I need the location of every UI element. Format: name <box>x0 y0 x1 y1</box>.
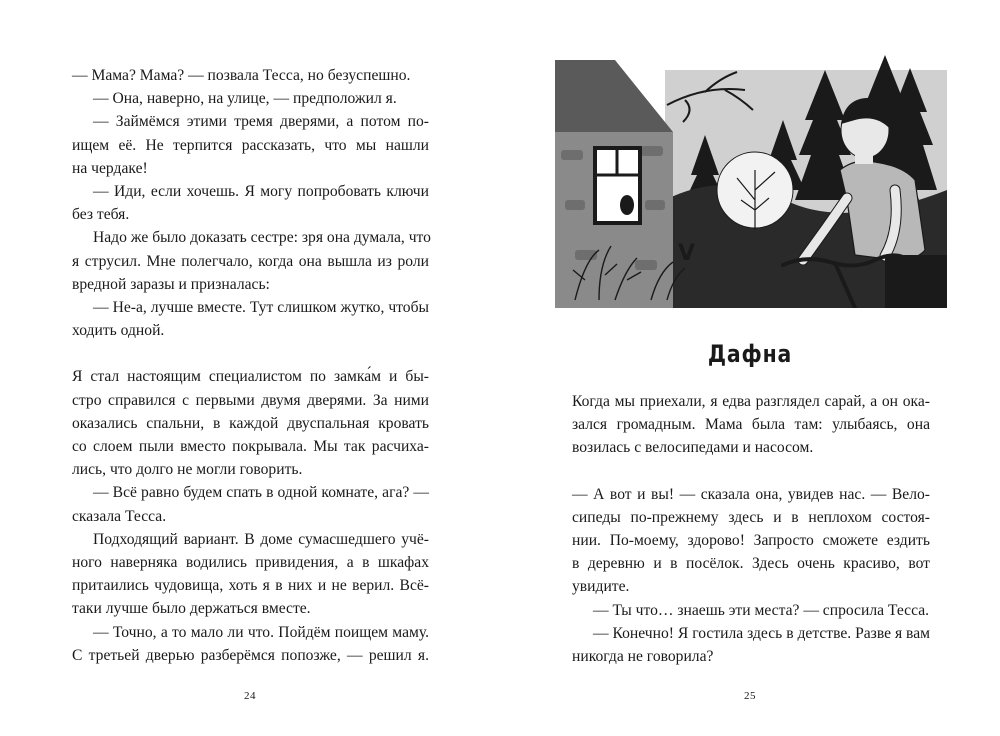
text-line: — Точно, а то мало ли что. Пойдём поищем маму. <box>93 623 429 641</box>
text-line: — Конечно! Я гостила здесь в детстве. Разве я вам <box>593 624 930 642</box>
text-line: увидите. <box>572 578 630 596</box>
text-line: ного наверняка водились привидения, а в шкафах <box>72 554 429 572</box>
text-line: на чердаке! <box>72 159 148 177</box>
boy-with-bicycle-illustration <box>555 50 947 308</box>
page-number: 24 <box>244 690 256 702</box>
text-line: зался громадным. Мама была там: улыбаясь, она <box>572 416 930 434</box>
text-line: Подходящий вариант. В доме сумасшедшего учё- <box>93 530 429 548</box>
text-line: вредной заразы и призналась: <box>72 275 270 293</box>
text-line: — Займёмся этими тремя дверями, а потом по- <box>93 113 429 131</box>
text-line: без тебя. <box>72 206 130 224</box>
text-line: Когда мы приехали, я едва разглядел сарай, а он ока- <box>572 393 930 410</box>
right-page-text <box>572 390 930 668</box>
text-line: Надо же было доказать сестре: зря она думала, что <box>93 229 431 247</box>
text-line: — Всё равно будем спать в одной комнате, ага? — <box>93 484 429 502</box>
text-line: в деревню и в посёлок. Здесь очень красиво, вот <box>572 555 930 573</box>
text-line: Я стал настоящим специалистом по замка́м и бы- <box>72 368 429 386</box>
text-line: сказала Тесса. <box>72 507 167 525</box>
text-line: ходить одной. <box>72 322 165 340</box>
text-line: оказались спальни, в каждой двуспальная кровать <box>72 414 429 432</box>
text-line: стро справился с первыми двумя дверями. За ними <box>72 391 429 409</box>
text-line: таки лучше было держаться вместе. <box>72 600 311 618</box>
left-page-text <box>72 64 429 667</box>
text-line: — Мама? Мама? — позвала Тесса, но безуспешно. <box>72 67 411 84</box>
text-line: — Она, наверно, на улице, — предположил я. <box>93 90 397 108</box>
text-line: нии. По-моему, здорово! Запросто сможете ездить <box>572 532 930 550</box>
text-line: — Ты что… знаешь эти места? — спросила Тесса. <box>593 601 930 619</box>
text-line: — Не-а, лучше вместе. Тут слишком жутко, чтобы <box>93 299 429 317</box>
text-line: никогда не говорила? <box>572 648 714 666</box>
text-line: ищем её. Не терпится рассказать, что мы нашли <box>72 136 429 154</box>
paragraph-gap <box>72 342 429 365</box>
paragraph-gap <box>572 460 930 483</box>
chapter-title: Дафна <box>707 340 793 368</box>
text-line: — Иди, если хочешь. Я могу попробовать ключи <box>93 183 429 201</box>
right-page <box>500 0 1000 736</box>
text-line: лись, что долго не могли говорить. <box>72 461 303 479</box>
text-line: притаились чудовища, хоть я в них и не верил. Всё- <box>72 577 429 595</box>
page-number: 25 <box>744 690 756 702</box>
svg-text:V: V <box>678 241 696 266</box>
text-line: возилась с велосипедами и насосом. <box>572 439 814 457</box>
text-line: С третьей дверью разберёмся попозже, — решил я. <box>72 646 429 664</box>
text-line: сипеды по-прежнему здесь и в неплохом состоя- <box>572 508 930 526</box>
text-line: я струсил. Мне полегчало, когда она вышла из роли <box>72 252 429 270</box>
text-line: со слоем пыли вместо покрывала. Мы так расчиха- <box>72 438 429 456</box>
text-line: — А вот и вы! — сказала она, увидев нас. — Вело- <box>572 485 930 503</box>
